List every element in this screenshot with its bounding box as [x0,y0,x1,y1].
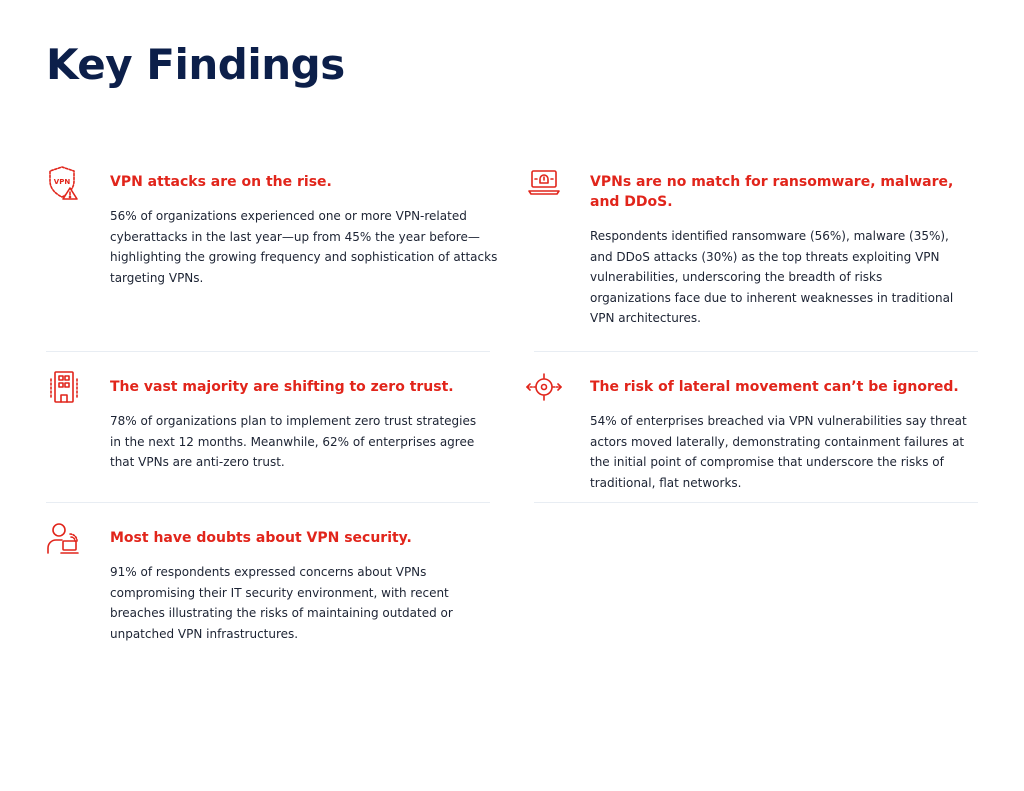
divider [534,502,978,503]
page-title: Key Findings [46,40,345,89]
finding-heading: VPNs are no match for ransomware, malware, and DDoS. [590,174,954,210]
laptop-alert-icon [526,164,562,200]
user-laptop-icon [46,520,82,556]
finding-heading: Most have doubts about VPN security. [110,530,412,546]
finding-body: Respondents identified ransomware (56%), malware (35%), and DDoS attacks (30%) as the top threats exploiting VPN vulnerabilities, underscoring the breadth of risks organizations face due to inherent weaknesses in traditional VPN architectures. [590,229,954,326]
divider [46,502,490,503]
finding-heading: The risk of lateral movement can’t be ignored. [590,379,959,395]
finding-heading: The vast majority are shifting to zero trust. [110,379,454,395]
lateral-movement-icon [526,369,562,405]
finding-vpn-security-doubts [110,528,470,644]
finding-body: 56% of organizations experienced one or more VPN-related cyberattacks in the last year—up from 45% the year before—highlighting the growing frequency and sophistication of attacks targeting VPNs. [110,209,498,285]
finding-ransomware-malware-ddos [590,172,960,329]
svg-text:VPN: VPN [53,178,71,186]
divider [46,351,490,352]
finding-lateral-movement [590,377,970,493]
finding-heading: VPN attacks are on the rise. [110,174,332,190]
finding-body: 54% of enterprises breached via VPN vulnerabilities say threat actors moved laterally, demonstrating containment failures at the initial point of compromise that underscore the risks of traditional, flat networks. [590,414,967,490]
finding-body: 78% of organizations plan to implement zero trust strategies in the next 12 months. Meanwhile, 62% of enterprises agree that VPNs are anti-zero trust. [110,414,477,470]
finding-zero-trust [110,377,490,473]
finding-vpn-attacks [53,172,510,288]
building-icon [46,369,82,405]
vpn-shield-warning-icon [46,164,82,200]
divider [534,351,978,352]
finding-body: 91% of respondents expressed concerns about VPNs compromising their IT security environment, with recent breaches illustrating the risks of maintaining outdated or unpatched VPN infrastructures. [110,565,453,641]
